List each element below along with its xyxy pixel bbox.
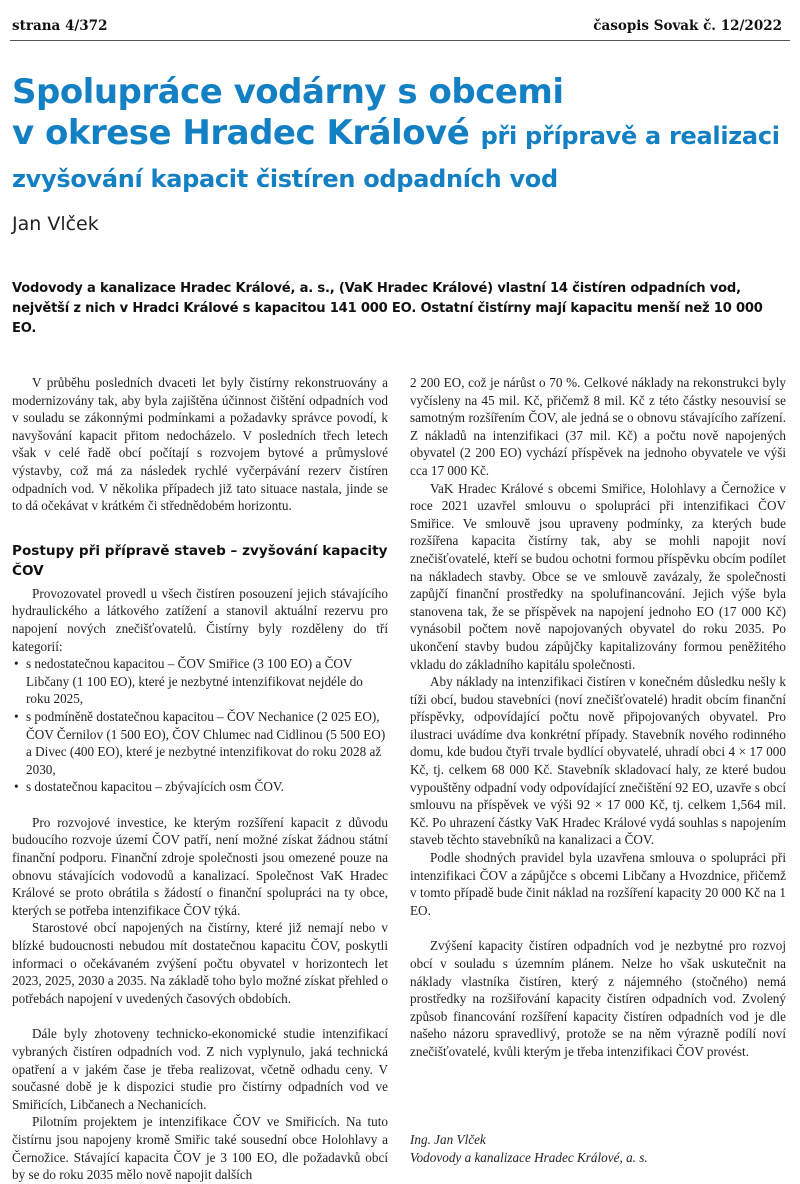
paragraph: Zvýšení kapacity čistíren odpadních vod je nezbytné pro rozvoj obcí v souladu s územním plánem. Nelze ho však uskutečnit na náklady vlastníka čistíren, který z nájemného (stočného) nemá prostředky na rozšiřování kapacity čistíren odpadních vod. Zvolený způsob financování rozšíření kapacity čistíren odpadních vod je dle našeho názoru spravedlivý, protože se na něm výrazně podílí noví znečišťovatelé, kvůli kterým je třeba intenzifikaci ČOV provést. xyxy=(410,938,786,1059)
paragraph: Provozovatel provedl u všech čistíren posouzení jejich stávajícího hydraulického a látkového zatížení a stanovil aktuální rezervu pro napojení nových znečišťovatelů. Čistírny byly rozděleny do tří kategorií: xyxy=(12,585,388,654)
section-heading: Postupy při přípravě staveb – zvyšování kapacity ČOV xyxy=(12,542,388,579)
title-line-1: Spolupráce vodárny s obcemi xyxy=(12,72,564,112)
column-right xyxy=(410,374,786,1061)
list-item: • s nedostatečnou kapacitou – ČOV Smiřice (3 100 EO) a ČOV Libčany (1 100 EO), které je nezbytné intenzifikovat nejdéle do roku 2025, xyxy=(12,655,388,708)
paragraph: VaK Hradec Králové s obcemi Smiřice, Holohlavy a Černožice v roce 2021 uzavřel smlouvu o spolupráci při intenzifikaci ČOV Smiřice. Ve smlouvě jsou upraveny podmínky, za kterých bude rozšířena kapacita čistírny tak, aby se mohli napojit noví znečišťovatelé, kteří se budou ochotni formou příspěvku obcím podílet na nákladech stavby. Obce se ve smlouvě zavázaly, že společnosti zapůjčí finanční prostředky na spolufinancování. Jejich výše byla stanovena tak, že se příspěvek na napojení jednoho EO (17 000 Kč) vynásobil počtem nově napojovaných obyvatel do roku 2035. Po ukončení stavby budou zápůjčky kapitalizovány formou peněžitého vkladu do základního kapitálu společnosti. xyxy=(410,480,786,672)
author-signature xyxy=(410,1131,648,1167)
list-item: • s podmíněně dostatečnou kapacitou – ČOV Nechanice (2 025 EO), ČOV Černilov (1 500 EO), ČOV Chlumec nad Cidlinou (5 500 EO) a Divec (400 EO), které je nezbytné intenzifikovat do roku 2028 až 2030, xyxy=(12,708,388,778)
title-line-2-sub: při přípravě a realizaci xyxy=(480,122,780,150)
list-item: • s dostatečnou kapacitou – zbývajících osm ČOV. xyxy=(12,778,388,796)
page-number: strana 4/372 xyxy=(12,18,108,34)
title-line-2 xyxy=(12,113,782,157)
page-header xyxy=(12,18,782,38)
title-line-3: zvyšování kapacit čistíren odpadních vod xyxy=(12,165,558,193)
column-left xyxy=(12,374,388,1184)
paragraph: Starostové obcí napojených na čistírny, které již nemají nebo v blízké budoucnosti nebudou mít dostatečnou kapacitu ČOV, poskytli informaci o očekávaném zvýšení počtu obyvatel v horizontech let 2023, 2025, 2030 a 2035. Na základě toho bylo možné získat přehled o potřebách napojení v uvedených časových obdobích. xyxy=(12,920,388,1006)
paragraph: Aby náklady na intenzifikaci čistíren v konečném důsledku nešly k tíži obcí, budou stavebníci (noví znečišťovatelé) hradit obcím finanční příspěvky, odpovídající počtu nově připojovaných obyvatel. Pro ilustraci uvádíme dva konkrétní případy. Stavebník nového rodinného domu, kde budou čtyři trvale bydlící obyvatelé, uhradí obci 4 × 17 000 Kč, tj. celkem 68 000 Kč. Stavebník skladovací haly, ze které budou vypouštěny odpadní vody odpovídající znečištění 92 EO, uzavře s obcí smlouvu na příspěvek ve výši 92 × 17 000 Kč, tj. celkem 1,564 mil. Kč. Po uhrazení částky VaK Hradec Králové vydá souhlas s napojením staveb těchto stavebníků na kanalizaci a ČOV. xyxy=(410,674,786,848)
header-divider xyxy=(10,40,790,41)
category-list xyxy=(12,655,388,796)
lead-paragraph: Vodovody a kanalizace Hradec Králové, a. s., (VaK Hradec Králové) vlastní 14 čistíren odpadních vod, největší z nich v Hradci Králové s kapacitou 141 000 EO. Ostatní čistírny mají kapacitu menší než 10 000 EO. xyxy=(12,281,763,336)
article-author: Jan Vlček xyxy=(12,213,99,235)
article-lead xyxy=(12,279,787,339)
paragraph: Dále byly zhotoveny technicko-ekonomické studie intenzifikací vybraných čistíren odpadních vod. Z nich vyplynulo, jaká technická opatření a v jakém čase je třeba realizovat, včetně odhadu ceny. V současné době je k dispozici studie pro čistírny odpadních vod ve Smiřicích, Libčanech a Nechanicích. xyxy=(12,1026,388,1112)
signature-organization: Vodovody a kanalizace Hradec Králové, a. s. xyxy=(410,1150,648,1165)
title-line-2-main: v okrese Hradec Králové xyxy=(12,113,470,153)
journal-issue: časopis Sovak č. 12/2022 xyxy=(593,18,782,34)
signature-name: Ing. Jan Vlček xyxy=(410,1132,486,1147)
paragraph: Podle shodných pravidel byla uzavřena smlouva o spolupráci při intenzifikaci ČOV a zápůjčce s obcemi Libčany a Hvozdnice, přičemž v tomto případě bude činit náklad na rozšíření kapacity 20 000 Kč na 1 EO. xyxy=(410,850,786,918)
paragraph: Pro rozvojové investice, ke kterým rozšíření kapacit z důvodu budoucího rozvoje území ČOV patří, není možné získat žádnou státní finanční podporu. Finanční zdroje společnosti jsou omezené pouze na obnovu stávajících vodovodů a kanalizací. Společnost VaK Hradec Králové se proto obrátila s žádostí o finanční spolupráci na ty obce, kterých se potřeba intenzifikace ČOV týká. xyxy=(12,814,388,918)
paragraph: Pilotním projektem je intenzifikace ČOV ve Smiřicích. Na tuto čistírnu jsou napojeny kromě Smiřic také sousední obce Holohlavy a Černožice. Stávající kapacita ČOV je 3 100 EO, dle požadavků obcí by se do roku 2035 mělo nově napojit dalších xyxy=(12,1114,388,1183)
paragraph: 2 200 EO, což je nárůst o 70 %. Celkové náklady na rekonstrukci byly vyčísleny na 45 mil. Kč, přičemž 8 mil. Kč z této částky nesouvisí se samotným rozšířením ČOV, ale jedná se o obnovu stávajícího zařízení. Z nákladů na intenzifikaci (37 mil. Kč) a počtu nově napojených obyvatel (2 200 EO) vychází příspěvek na jednoho obyvatele ve výši cca 17 000 Kč. xyxy=(410,375,786,478)
article-title xyxy=(12,72,782,201)
paragraph: V průběhu posledních dvaceti let byly čistírny rekonstruovány a modernizovány tak, aby byla zajištěna účinnost čištění odpadních vod v souladu se zákonnými podmínkami a požadavky správce povodí, k navyšování kapacit přitom nedocházelo. V posledních třech letech však v celé řadě obcí počítají s rozvojem bytové a průmyslové výstavby, což má za následek rychlé vyčerpávání rezerv čistíren odpadních vod. V několika případech již tato situace nastala, jinde se to dá očekávat v krátkém či střednědobém horizontu. xyxy=(12,375,388,514)
